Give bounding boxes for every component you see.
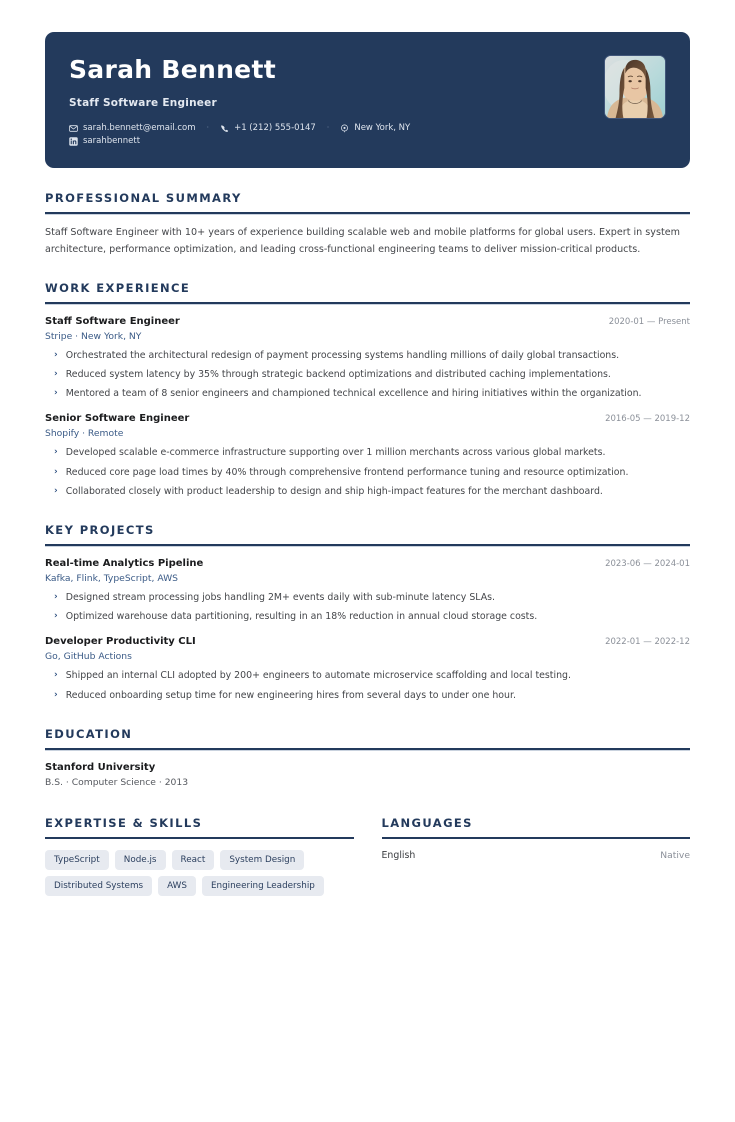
portrait-photo-image — [605, 56, 665, 118]
language-level: Native — [660, 849, 690, 861]
section-professional-summary — [45, 191, 690, 258]
chevron-right-icon: › — [54, 349, 58, 360]
contact-email-text: sarah.bennett@email.com — [83, 122, 196, 133]
envelope-icon — [69, 124, 78, 133]
entry-subtitle: Kafka, Flink, TypeScript, AWS — [45, 573, 179, 584]
list-item — [45, 367, 690, 383]
contact-location — [340, 122, 410, 135]
contact-email[interactable] — [69, 122, 196, 135]
list-item — [45, 484, 690, 500]
chevron-right-icon: › — [54, 447, 58, 458]
entry-header — [45, 558, 690, 569]
bullet-text: Shipped an internal CLI adopted by 200+ engineers to automate microservice scaffolding and local testing. — [65, 670, 571, 682]
section-heading-summary: PROFESSIONAL SUMMARY — [45, 190, 242, 205]
chevron-right-icon: › — [54, 485, 58, 496]
section-heading-languages: LANGUAGES — [381, 815, 473, 830]
work-entry — [45, 316, 690, 403]
chevron-right-icon: › — [54, 466, 58, 477]
section-heading-education: EDUCATION — [45, 726, 133, 741]
education-details: B.S. · Computer Science · 2013 — [45, 776, 189, 788]
project-entry — [45, 636, 690, 703]
section-heading-projects: KEY PROJECTS — [45, 523, 155, 537]
education-school: Stanford University — [45, 761, 156, 773]
contact-info — [69, 122, 410, 148]
bullet-text: Reduced core page load times by 40% through comprehensive frontend performance tuning and resource optimization. — [65, 466, 629, 478]
section-rule — [45, 212, 690, 215]
entry-date: 2022-01 — 2022-12 — [605, 637, 690, 648]
entry-header — [45, 636, 690, 647]
entry-title: Staff Software Engineer — [45, 315, 180, 327]
section-key-projects — [45, 523, 690, 704]
chevron-right-icon: › — [54, 388, 58, 399]
summary-text: Staff Software Engineer with 10+ years of experience building scalable web and mobile platforms for global users. Expert in system architecture, performance optimization, and leading cross-functional engineering teams to deliver mission-critical products. — [45, 226, 680, 255]
entry-bullets — [45, 668, 690, 703]
avatar — [604, 55, 666, 119]
contact-phone[interactable] — [220, 122, 316, 135]
list-item — [45, 668, 690, 684]
project-entry — [45, 558, 690, 625]
entry-bullets — [45, 445, 690, 500]
language-name: English — [381, 849, 416, 861]
bullet-text: Collaborated closely with product leadership to design and ship high-impact features for the merchant dashboard. — [65, 485, 603, 497]
entry-date: 2016-05 — 2019-12 — [605, 414, 690, 425]
contact-row-primary — [69, 122, 410, 135]
contact-linkedin[interactable] — [69, 135, 140, 148]
contact-row-secondary — [69, 135, 410, 148]
bullet-text: Designed stream processing jobs handling 2M+ events daily with sub-minute latency SLAs. — [65, 592, 495, 603]
entry-bullets — [45, 590, 690, 625]
section-education — [45, 727, 690, 788]
location-pin-icon — [340, 124, 349, 133]
work-entry — [45, 413, 690, 500]
section-languages — [382, 816, 691, 896]
entry-title: Senior Software Engineer — [45, 413, 190, 425]
section-rule — [382, 837, 691, 839]
chevron-right-icon: › — [54, 592, 58, 602]
header-job-title: Staff Software Engineer — [69, 96, 217, 109]
education-entry — [45, 762, 690, 788]
section-rule — [45, 544, 690, 547]
chevron-right-icon: › — [54, 611, 58, 622]
skill-pill: React — [172, 850, 215, 870]
contact-location-text: New York, NY — [354, 122, 411, 133]
skill-pill: Engineering Leadership — [202, 876, 324, 896]
skills-list — [45, 850, 354, 896]
entry-title: Real-time Analytics Pipeline — [45, 558, 204, 569]
chevron-right-icon: › — [54, 689, 58, 700]
linkedin-icon — [69, 137, 78, 146]
list-item — [45, 386, 690, 402]
entry-date: 2023-06 — 2024-01 — [605, 559, 690, 569]
list-item — [45, 465, 690, 481]
section-expertise-skills — [45, 816, 354, 896]
chevron-right-icon: › — [54, 369, 58, 380]
bullet-text: Developed scalable e-commerce infrastructure supporting over 1 million merchants across various global markets. — [65, 447, 606, 459]
section-heading-skills: EXPERTISE & SKILLS — [45, 815, 203, 830]
section-heading-work: WORK EXPERIENCE — [45, 280, 191, 295]
bullet-text: Mentored a team of 8 senior engineers and championed technical excellence and hiring initiatives within the organization. — [65, 388, 642, 400]
contact-separator-2: · — [326, 122, 330, 132]
section-rule — [45, 748, 690, 751]
language-row — [382, 850, 691, 861]
bullet-text: Reduced onboarding setup time for new engineering hires from several days to under one hour. — [65, 689, 516, 701]
list-item — [45, 348, 690, 364]
list-item — [45, 445, 690, 461]
list-item — [45, 688, 690, 704]
skill-pill: AWS — [158, 876, 196, 896]
list-item — [45, 609, 690, 625]
contact-phone-text: +1 (212) 555-0147 — [234, 122, 316, 133]
section-rule — [45, 837, 354, 839]
skill-pill: TypeScript — [45, 850, 109, 870]
skill-pill: Node.js — [115, 850, 166, 870]
section-work-experience — [45, 281, 690, 500]
entry-header — [45, 316, 690, 327]
page-title: Sarah Bennett — [69, 55, 276, 84]
entry-title: Developer Productivity CLI — [45, 636, 196, 648]
entry-subtitle: Shopify · Remote — [45, 428, 124, 440]
skill-pill: System Design — [220, 850, 304, 870]
resume-header — [45, 32, 690, 168]
entry-bullets — [45, 348, 690, 403]
phone-icon — [220, 124, 229, 133]
entry-subtitle: Stripe · New York, NY — [45, 330, 142, 342]
chevron-right-icon: › — [54, 670, 58, 681]
bullet-text: Reduced system latency by 35% through strategic backend optimizations and distributed caching implementations. — [65, 369, 611, 381]
entry-header — [45, 413, 690, 424]
section-rule — [45, 302, 690, 305]
list-item — [45, 590, 690, 606]
contact-linkedin-text: sarahbennett — [83, 135, 141, 146]
bullet-text: Optimized warehouse data partitioning, resulting in an 18% reduction in annual cloud storage costs. — [65, 611, 538, 623]
bottom-columns — [45, 816, 690, 896]
skill-pill: Distributed Systems — [45, 876, 152, 896]
entry-date: 2020-01 — Present — [608, 316, 690, 327]
header-text-block — [69, 54, 410, 148]
entry-subtitle: Go, GitHub Actions — [45, 651, 132, 663]
contact-separator: · — [206, 122, 210, 132]
bullet-text: Orchestrated the architectural redesign of payment processing systems handling millions of daily global transactions. — [65, 349, 620, 361]
